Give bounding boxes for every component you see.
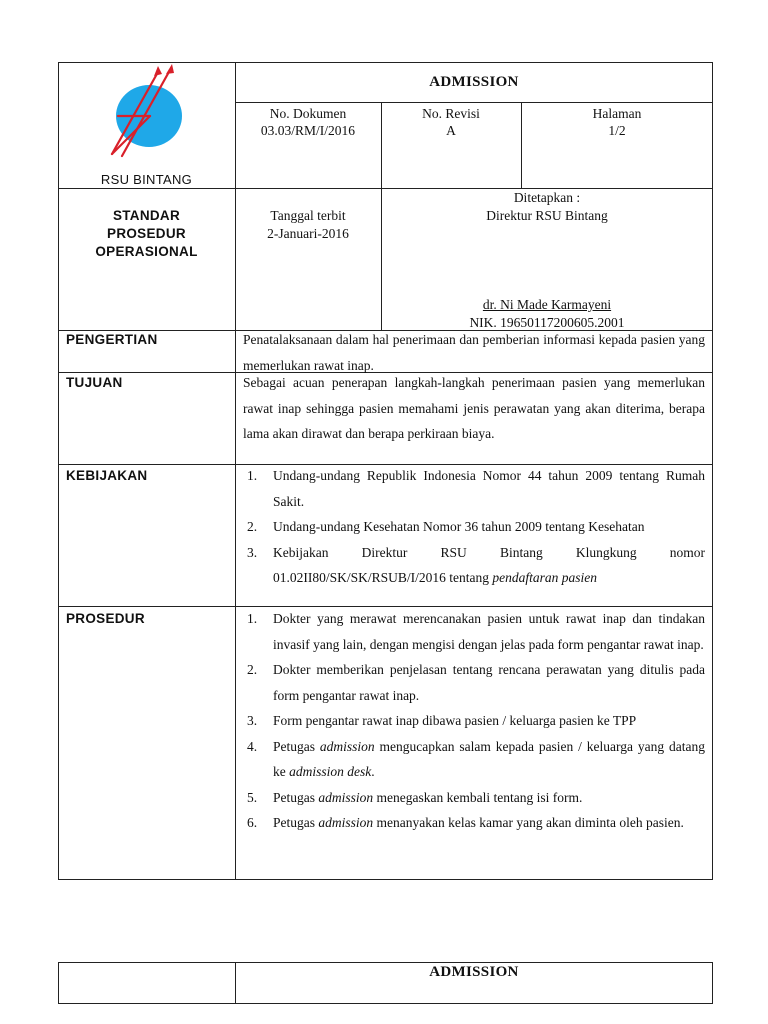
prosedur-item-4-end: . (371, 764, 375, 779)
prosedur-item-5-italic: admission (318, 789, 374, 805)
pengertian-text: Penatalaksanaan dalam hal penerimaan dan pemberian informasi kepada pasien yang memerlukan rawat inap. (243, 332, 705, 373)
prosedur-item-3: Form pengantar rawat inap dibawa pasien / keluarga pasien ke TPP (273, 713, 637, 728)
prosedur-item-5-post: menegaskan kembali tentang isi form. (376, 789, 583, 805)
hospital-name: RSU BINTANG (100, 172, 193, 187)
list-item: 6. Petugas admission menanyakan kelas kamar yang akan diminta oleh pasien. (247, 815, 684, 830)
prosedur-item-6-post: menanyakan kelas kamar yang akan diminta oleh pasien. (376, 815, 684, 830)
kebijakan-item-2: Undang-undang Kesehatan Nomor 36 tahun 2009 tentang Kesehatan (273, 519, 645, 534)
list-item: 2. Undang-undang Kesehatan Nomor 36 tahun 2009 tentang Kesehatan (247, 519, 645, 534)
tujuan-text: Sebagai acuan penerapan langkah-langkah penerimaan pasien yang memerlukan rawat inap sehingga pasien memahami jenis perawatan yang akan diterima, berapa lama akan dirawat dan berapa perkiraan biaya. (243, 375, 705, 441)
kebijakan-item-1: Undang-undang Republik Indonesia Nomor 44 tahun 2009 tentang Rumah Sakit. (273, 468, 705, 509)
signer-nik: NIK. 19650117200605.2001 (469, 315, 625, 330)
doc-no-label: No. Dokumen (269, 106, 347, 121)
prosedur-item-4-mid: mengucapkan salam kepada pasien / keluarga yang datang ke (273, 738, 705, 779)
kebijakan-label: KEBIJAKAN (66, 468, 148, 483)
sop-label-line2: PROSEDUR (107, 226, 186, 241)
prosedur-item-6-italic: admission (318, 815, 374, 830)
prosedur-label: PROSEDUR (66, 611, 145, 626)
divider (235, 102, 713, 103)
list-item: 2. Dokter memberikan penjelasan tentang rencana perawatan yang ditulis pada form pengantar rawat inap. (247, 662, 705, 703)
list-item: 4. Petugas admission mengucapkan salam kepada pasien / keluarga yang datang ke admission desk. (247, 738, 705, 779)
list-item: 3. Form pengantar rawat inap dibawa pasien / keluarga pasien ke TPP (247, 713, 637, 728)
revision-value: A (446, 123, 456, 138)
pengertian-label: PENGERTIAN (66, 332, 158, 347)
kebijakan-list (243, 463, 705, 591)
prosedur-item-2: Dokter memberikan penjelasan tentang rencana perawatan yang ditulis pada form pengantar rawat inap. (273, 662, 705, 703)
prosedur-item-4-italic: admission (319, 738, 375, 754)
next-page-title: ADMISSION (429, 964, 519, 980)
divider (235, 330, 236, 880)
hospital-logo (108, 64, 188, 160)
issued-label: Tanggal terbit (270, 208, 346, 223)
prosedur-list (243, 606, 705, 836)
prosedur-item-6-pre: Petugas (273, 815, 315, 830)
prosedur-item-4-pre: Petugas (273, 738, 315, 754)
list-item: 1. Dokter yang merawat merencanakan pasien untuk rawat inap dan tindakan invasif yang lain, dengan mengisi dengan jelas pada form pengantar rawat inap. (247, 611, 705, 652)
prosedur-item-4-italic2: admission desk (289, 764, 372, 779)
approved-label: Ditetapkan : (513, 190, 581, 205)
page-value: 1/2 (608, 123, 626, 138)
sop-label-line1: STANDAR (112, 208, 181, 223)
prosedur-item-1: Dokter yang merawat merencanakan pasien untuk rawat inap dan tindakan invasif yang lain, dengan mengisi dengan jelas pada form pengantar rawat inap. (273, 611, 705, 652)
list-item: 3. Kebijakan Direktur RSU Bintang Klungkung nomor 01.02II80/SK/SK/RSUB/I/2016 tentang pendaftaran pasien (247, 544, 705, 585)
page-label: Halaman (592, 106, 642, 121)
list-item: 1. Undang-undang Republik Indonesia Nomor 44 tahun 2009 tentang Rumah Sakit. (247, 468, 705, 509)
kebijakan-item-3: Kebijakan Direktur RSU Bintang Klungkung nomor 01.02II80/SK/SK/RSUB/I/2016 tentang (273, 544, 705, 585)
list-item: 5. Petugas admission menegaskan kembali tentang isi form. (247, 789, 583, 805)
prosedur-item-5-pre: Petugas (273, 789, 315, 805)
revision-label: No. Revisi (422, 106, 480, 121)
tujuan-label: TUJUAN (66, 375, 123, 390)
document-title: ADMISSION (429, 74, 519, 90)
issued-date: 2-Januari-2016 (267, 226, 349, 241)
sop-label-line3: OPERASIONAL (95, 244, 198, 259)
kebijakan-item-3-italic: pendaftaran pasien (492, 570, 598, 585)
doc-no-value: 03.03/RM/I/2016 (260, 123, 356, 138)
signer-name: dr. Ni Made Karmayeni (482, 297, 612, 312)
approved-by: Direktur RSU Bintang (486, 208, 608, 223)
